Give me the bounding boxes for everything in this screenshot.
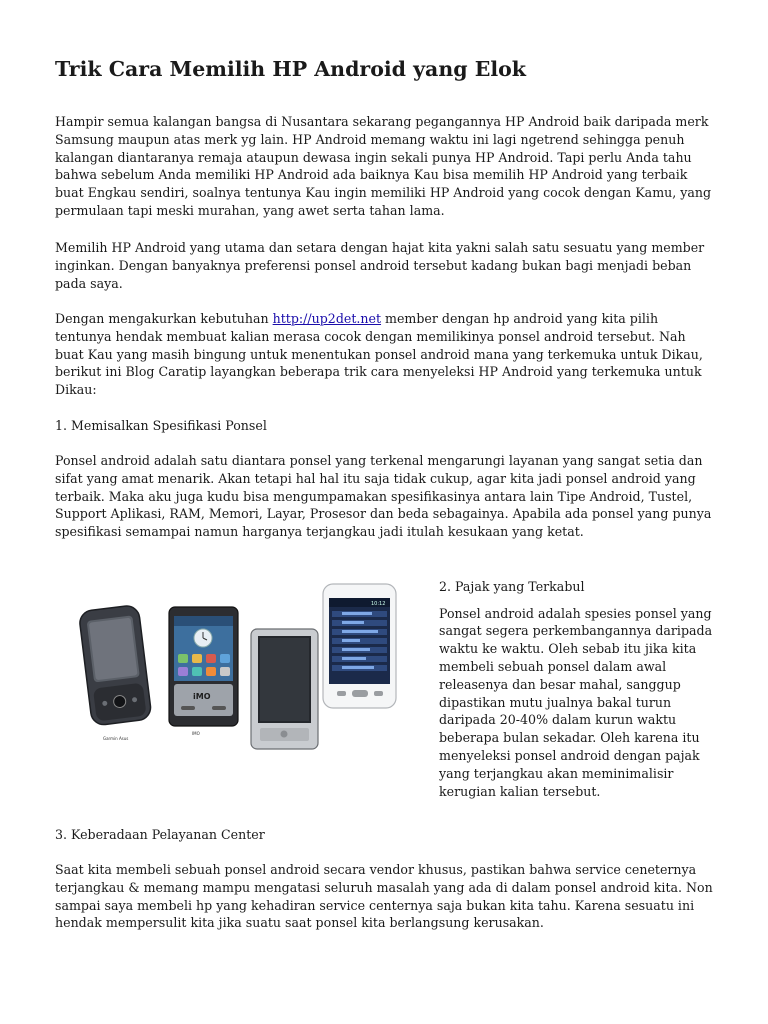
paragraph-4: Ponsel android adalah satu diantara ponsel yang terkenal mengarungi layanan yang sangat setia dan sifat yang amat menarik. Akan tetapi hal hal itu saja tidak cukup, agar kita jadi ponsel android yang terbaik. Maka aku juga kudu bisa mengumpamakan spesifikasinya antara lain Tipe Android, Tustel, Support Aplikasi, RAM, Memori, Layar, Prosesor dan beda sebagainya. Apabila ada ponsel yang punya spesifikasi semampai namun harganya terjangkau jadi itulah kesukaan yang ketat.: [55, 453, 712, 540]
paragraph-6: Saat kita membeli sebuah ponsel android secara vendor khusus, pastikan bahwa service ceneternya terjangkau & memang mampu mengatasi seluruh masalah yang ada di dalam ponsel android kita. Non sampai saya membeli hp yang kehadiran service centernya saja bukan kita tahu. Karena sesuatu ini hendak mempersulit kita jika suatu saat ponsel kita berlangsung kerusakan.: [55, 862, 713, 931]
android-phones-image: [55, 578, 439, 786]
section-heading-3: 3. Keberadaan Pelayanan Center: [55, 827, 265, 842]
section-2-block: [55, 578, 715, 800]
section-heading-2: 2. Pajak yang Terkabul: [439, 579, 585, 594]
phones-illustration: [55, 578, 439, 786]
paragraph-intro: Hampir semua kalangan bangsa di Nusantara sekarang pegangannya HP Android baik daripada merk Samsung maupun atas merk yg lain. HP Android memang waktu ini lagi ngetrend sehingga penuh kalangan diantaranya remaja ataupun dewasa ingin sekali punya HP Android. Tapi perlu Anda tahu bahwa sebelum Anda memiliki HP Android ada baiknya Kau bisa memilih HP Android yang terbaik buat Engkau sendiri, soalnya tentunya Kau ingin memiliki HP Android yang cocok dengan Kamu, yang permulaan tapi meski murahan, yang awet serta tahan lama.: [55, 114, 712, 218]
phone-dark-slider: [78, 605, 152, 741]
paragraph-3-after: member dengan hp android yang kita pilih tentunya hendak membuat kalian merasa cocok dengan memilikinya ponsel android tersebut. Nah buat Kau yang masih bingung untuk menentukan ponsel android mana yang terkemuka untuk Dikau, berikut ini Blog Caratip layangkan beberapa trik cara menyeleksi HP Android yang terkemuka untuk Dikau:: [55, 311, 703, 398]
paragraph-3-before: Dengan mengakurkan kebutuhan: [55, 311, 273, 326]
phone-silver: [251, 629, 318, 749]
phone-caption-2: IMO: [192, 731, 200, 736]
phone-caption-1: Garmin Asus: [103, 736, 129, 741]
section-heading-1: 1. Memisalkan Spesifikasi Ponsel: [55, 418, 267, 433]
paragraph-2: Memilih HP Android yang utama dan setara dengan hajat kita yakni salah satu sesuatu yang member inginkan. Dengan banyaknya preferensi ponsel android tersebut kadang bukan bagi menjadi beban pada saya.: [55, 240, 705, 291]
phone-brand-imo: iMO: [193, 692, 211, 701]
phone-white: [323, 584, 396, 708]
phone-white-time: 10:12: [371, 601, 386, 607]
up2det-link[interactable]: http://up2det.net: [272, 311, 382, 326]
paragraph-5: Ponsel android adalah spesies ponsel yang sangat segera perkembangannya daripada waktu ke waktu. Oleh sebab itu jika kita membeli sebuah ponsel dalam awal releasenya dan besar mahal, sanggup dipastikan mutu jualnya bakal turun daripada 20-40% dalam kurun waktu beberapa bulan sekadar. Oleh karena itu menyeleksi ponsel android dengan pajak yang terjangkau akan meminimalisir kerugian kalian tersebut.: [439, 605, 713, 799]
article-title: Trik Cara Memilih HP Android yang Elok: [55, 57, 526, 81]
paragraph-3: [55, 310, 715, 399]
phone-imo: [169, 607, 238, 736]
